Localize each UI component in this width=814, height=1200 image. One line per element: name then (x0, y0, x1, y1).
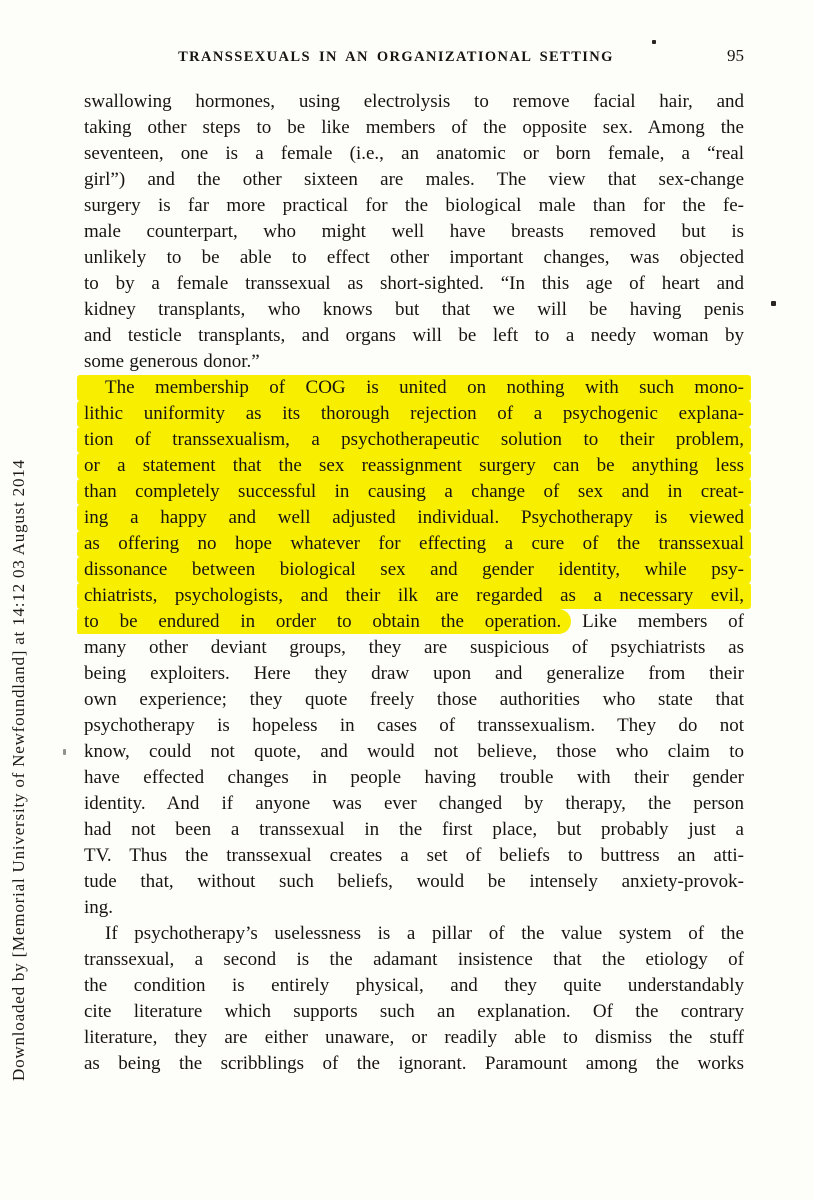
text-segment: seventeen, one is a female (i.e., an anatomic or born female, a “real (84, 143, 744, 164)
text-segment: own experience; they quote freely those authorities who state that (84, 689, 744, 710)
text-segment: as being the scribblings of the ignorant. Paramount among the works (84, 1053, 744, 1074)
text-line (84, 817, 744, 843)
scan-speck (63, 749, 66, 755)
text-segment: tion of transsexualism, a psychotherapeutic solution to their problem, (84, 429, 744, 450)
text-segment: taking other steps to be like members of the opposite sex. Among the (84, 117, 744, 138)
highlighted-text-line (77, 401, 751, 427)
text-segment: tude that, without such beliefs, would be intensely anxiety-provok- (84, 871, 744, 892)
text-segment: identity. And if anyone was ever changed by therapy, the person (84, 793, 744, 814)
text-segment: lithic uniformity as its thorough rejection of a psychogenic explana- (84, 403, 744, 424)
text-segment: swallowing hormones, using electrolysis to remove facial hair, and (84, 91, 744, 112)
highlighted-text-line (77, 531, 751, 557)
highlighted-text-line (77, 427, 751, 453)
text-segment: the condition is entirely physical, and they quite understandably (84, 975, 744, 996)
text-line (84, 1051, 744, 1077)
text-segment: to by a female transsexual as short-sighted. “In this age of heart and (84, 273, 744, 294)
text-line (84, 895, 744, 921)
text-segment: cite literature which supports such an explanation. Of the contrary (84, 1001, 744, 1022)
text-segment: many other deviant groups, they are suspicious of psychiatrists as (84, 637, 744, 658)
text-segment: If psychotherapy’s uselessness is a pillar of the value system of the (105, 923, 744, 944)
text-line (84, 635, 744, 661)
text-line (84, 297, 744, 323)
text-line (84, 947, 744, 973)
page-header (84, 46, 744, 66)
text-line (84, 661, 744, 687)
text-segment: literature, they are either unaware, or readily able to dismiss the stuff (84, 1027, 744, 1048)
text-segment: some generous donor.” (84, 351, 260, 372)
text-segment: than completely successful in causing a change of sex and in creat- (84, 481, 744, 502)
text-segment: as offering no hope whatever for effecting a cure of the transsexual (84, 533, 744, 554)
text-line (84, 89, 744, 115)
text-line (84, 271, 744, 297)
text-segment: kidney transplants, who knows but that we will be having penis (84, 299, 744, 320)
text-line (84, 1025, 744, 1051)
body-text (84, 89, 744, 1077)
text-line (84, 713, 744, 739)
text-line (84, 687, 744, 713)
text-line (84, 739, 744, 765)
text-segment: had not been a transsexual in the first place, but probably just a (84, 819, 744, 840)
text-line (84, 869, 744, 895)
text-segment: Like members of (561, 611, 744, 632)
text-line (84, 791, 744, 817)
text-segment: know, could not quote, and would not believe, those who claim to (84, 741, 744, 762)
text-line (84, 141, 744, 167)
text-segment: ing. (84, 897, 114, 918)
text-line (84, 245, 744, 271)
text-line (84, 323, 744, 349)
text-segment: ing a happy and well adjusted individual. Psychotherapy is viewed (84, 507, 744, 528)
highlighted-text: to be endured in order to obtain the operation. (77, 609, 571, 634)
text-segment: transsexual, a second is the adamant insistence that the etiology of (84, 949, 744, 970)
text-segment: surgery is far more practical for the biological male than for the fe- (84, 195, 744, 216)
highlighted-text-line (77, 479, 751, 505)
text-line (84, 843, 744, 869)
page-number: 95 (727, 46, 744, 65)
text-segment: and testicle transplants, and organs will be left to a needy woman by (84, 325, 744, 346)
highlighted-text-line (77, 557, 751, 583)
text-segment: dissonance between biological sex and gender identity, while psy- (84, 559, 744, 580)
running-head-title: TRANSSEXUALS IN AN ORGANIZATIONAL SETTING (178, 49, 614, 65)
text-segment: chiatrists, psychologists, and their ilk are regarded as a necessary evil, (84, 585, 744, 606)
text-line (84, 349, 744, 375)
text-segment: girl”) and the other sixteen are males. The view that sex-change (84, 169, 744, 190)
text-line (84, 765, 744, 791)
text-line (84, 999, 744, 1025)
text-segment: or a statement that the sex reassignment surgery can be anything less (84, 455, 744, 476)
highlighted-text-line (77, 583, 751, 609)
text-line (84, 167, 744, 193)
scan-speck (652, 40, 656, 44)
highlighted-text-line (77, 375, 751, 401)
text-segment: psychotherapy is hopeless in cases of transsexualism. They do not (84, 715, 744, 736)
text-segment: The membership of COG is united on nothing with such mono- (105, 377, 744, 398)
text-line (84, 973, 744, 999)
text-line (84, 219, 744, 245)
text-line (84, 115, 744, 141)
highlighted-text-line (77, 453, 751, 479)
text-line (84, 609, 744, 635)
text-segment: being exploiters. Here they draw upon and generalize from their (84, 663, 744, 684)
scan-speck (771, 301, 776, 306)
text-segment: male counterpart, who might well have breasts removed but is (84, 221, 744, 242)
text-segment: TV. Thus the transsexual creates a set of beliefs to buttress an atti- (84, 845, 744, 866)
text-line (84, 193, 744, 219)
text-line (84, 921, 744, 947)
highlighted-text-line (77, 505, 751, 531)
download-watermark: Downloaded by [Memorial University of Newfoundland] at 14:12 03 August 2014 (9, 459, 28, 1081)
text-segment: unlikely to be able to effect other important changes, was objected (84, 247, 744, 268)
text-segment: have effected changes in people having trouble with their gender (84, 767, 744, 788)
